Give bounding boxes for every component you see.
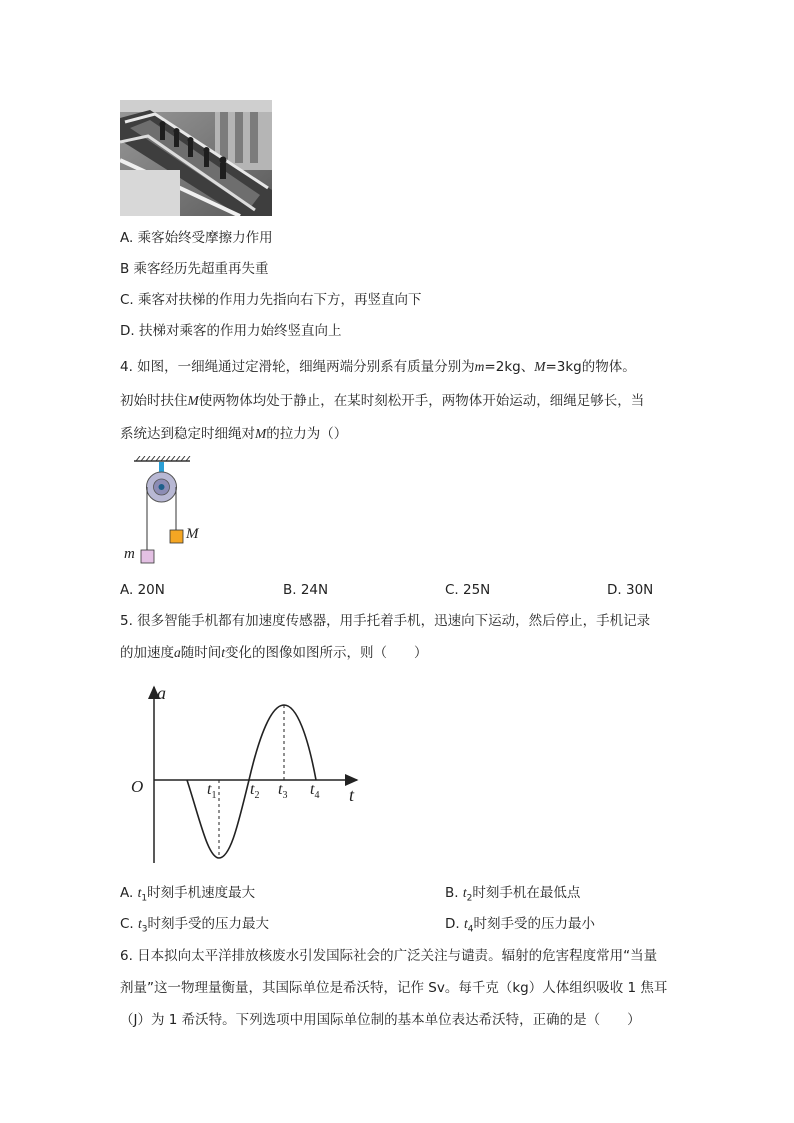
q4-option-c: C. 25N	[445, 582, 491, 598]
q4-stem-line1: 4. 如图，一细绳通过定滑轮，细绳两端分别系有质量分别为m=2kg、M=3kg的物体。	[120, 359, 636, 375]
q5-stem-line1: 5. 很多智能手机都有加速度传感器，用手托着手机，迅速向下运动，然后停止，手机记录	[120, 613, 651, 629]
q3-option-d: D. 扶梯对乘客的作用力始终竖直向上	[120, 323, 342, 339]
q5-option-c: C. $t_3$时刻手受的压力最大	[120, 916, 270, 935]
q6-stem-line3: （J）为 1 希沃特。下列选项中用国际单位制的基本单位表达希沃特，正确的是（ ）	[120, 1012, 641, 1028]
pulley-label-M: M	[186, 526, 199, 542]
q4-stem-line2: 初始时扶住M使两物体均处于静止，在某时刻松开手，两物体开始运动，细绳足够长，当	[120, 393, 645, 409]
q4-option-d: D. 30N	[607, 582, 654, 598]
q3-option-b: B 乘客经历先超重再失重	[120, 261, 269, 277]
q6-stem-line1: 6. 日本拟向太平洋排放核废水引发国际社会的广泛关注与谴责。辐射的危害程度常用“当量	[120, 948, 658, 964]
q4-option-b: B. 24N	[283, 582, 329, 598]
q5-option-a: A. $t_1$时刻手机速度最大	[120, 885, 256, 904]
var-M: M	[534, 359, 546, 374]
q4-stem-line3: 系统达到稳定时细绳对M的拉力为（）	[120, 426, 348, 442]
tick-t1: $t_1$	[207, 781, 217, 802]
q3-option-c: C. 乘客对扶梯的作用力先指向右下方，再竖直向下	[120, 292, 422, 308]
q3-option-a: A. 乘客始终受摩擦力作用	[120, 230, 273, 246]
q4-option-a: A. 20N	[120, 582, 165, 598]
var-m: m	[474, 359, 485, 374]
q5-option-d: D. $t_4$时刻手受的压力最小	[445, 916, 595, 935]
q5-option-b: B. $t_2$时刻手机在最低点	[445, 885, 581, 904]
origin-label: O	[131, 777, 144, 796]
q6-stem-line2: 剂量”这一物理量衡量，其国际单位是希沃特，记作 Sv。每千克（kg）人体组织吸收 1 焦耳	[120, 980, 668, 996]
acceleration-time-graph	[125, 675, 370, 870]
tick-t4: $t_4$	[310, 781, 320, 802]
y-axis-label: a	[157, 683, 166, 703]
tick-t3: $t_3$	[278, 781, 288, 802]
x-axis-label: t	[349, 785, 355, 805]
tick-t2: $t_2$	[250, 781, 260, 802]
escalator-photo	[120, 100, 272, 216]
q5-stem-line2: 的加速度a随时间t变化的图像如图所示，则（ ）	[120, 645, 428, 661]
pulley-label-m: m	[124, 546, 135, 562]
